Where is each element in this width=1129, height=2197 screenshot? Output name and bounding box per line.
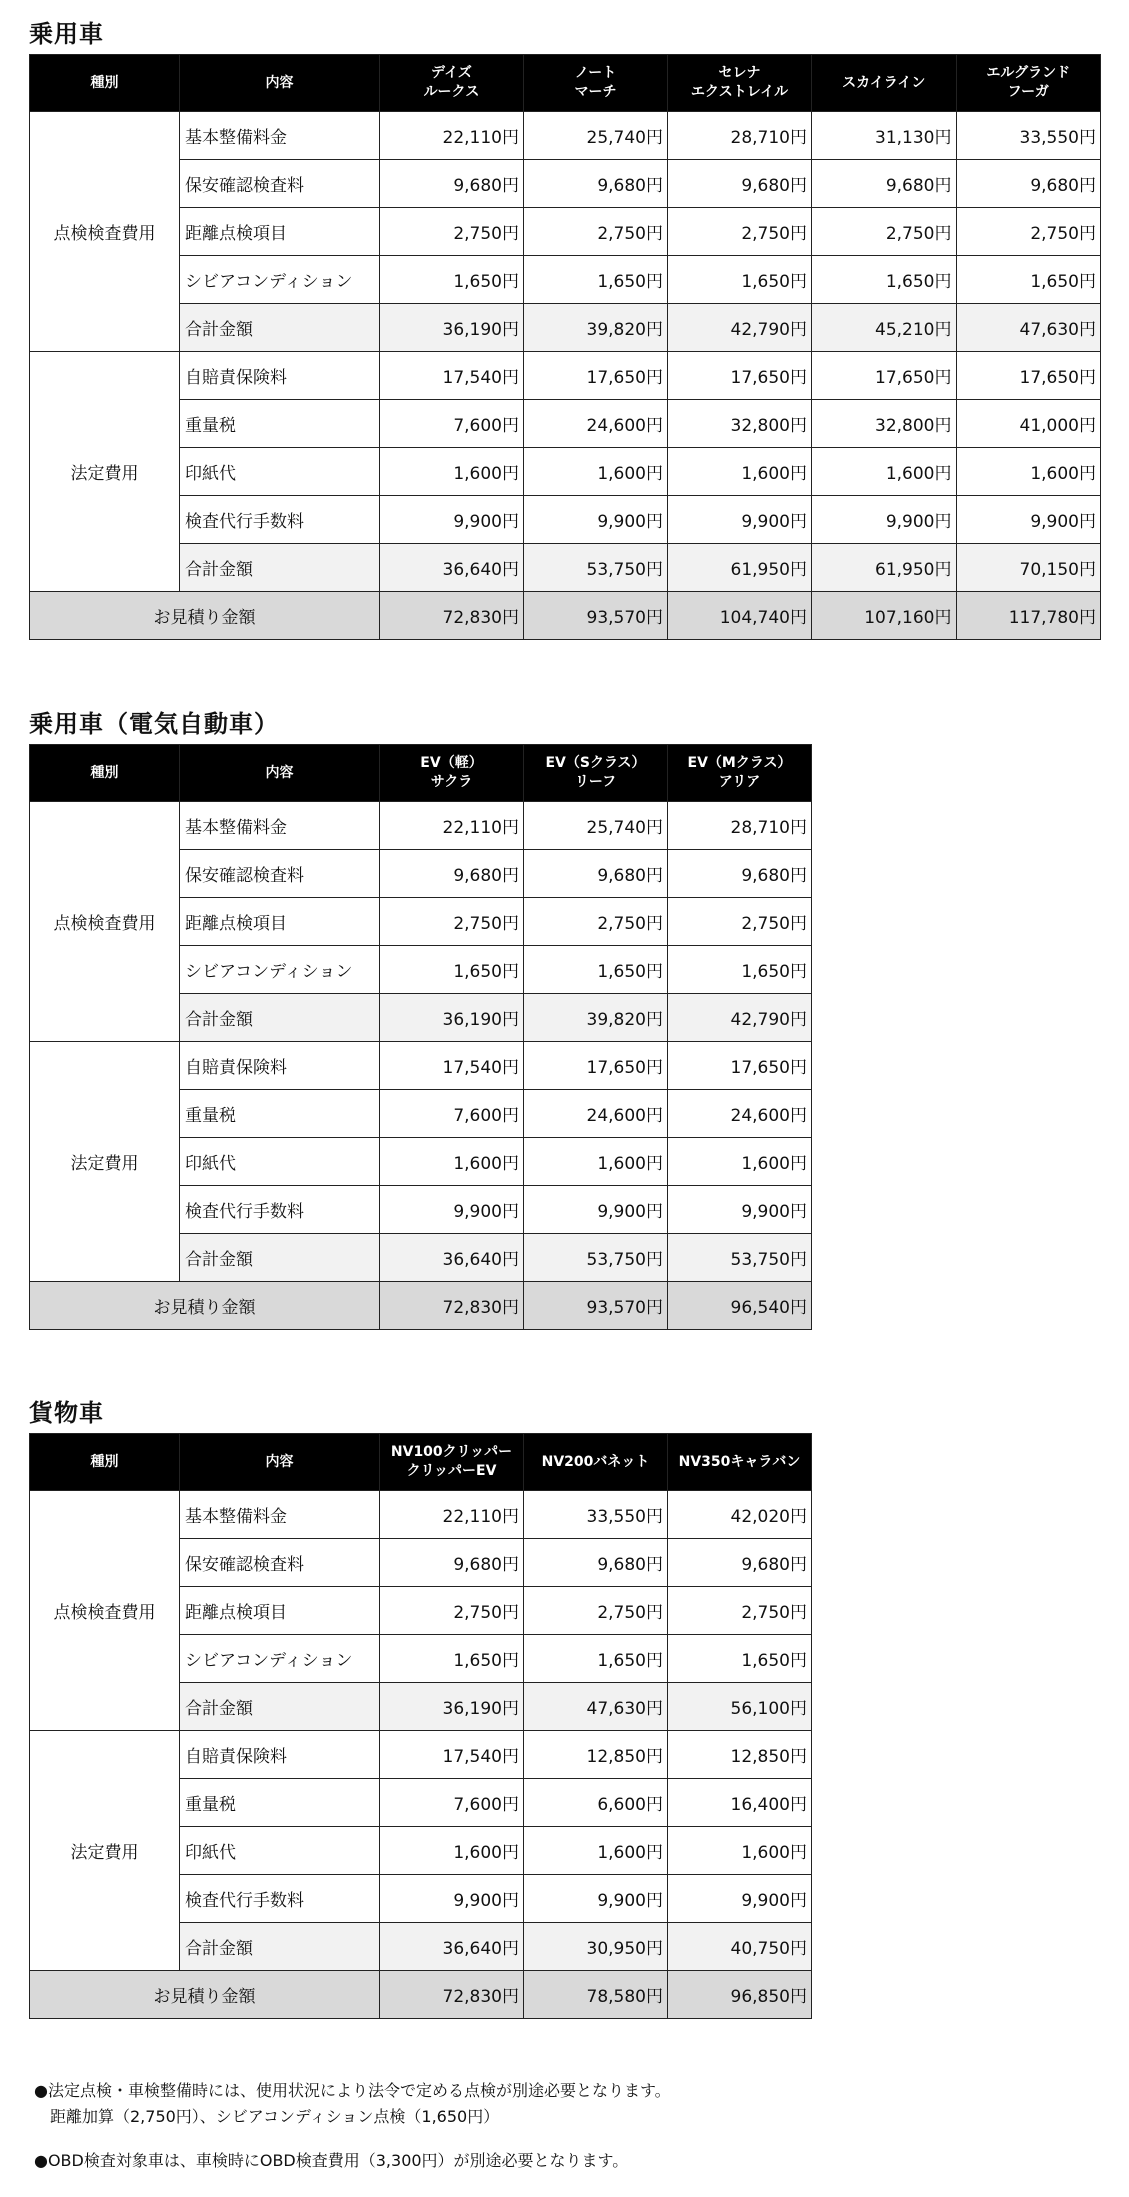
item-label: シビアコンディション [180, 256, 380, 304]
price-cell: 9,680円 [524, 1539, 668, 1587]
table-row [30, 400, 1101, 448]
header-model: EV（Sクラス） リーフ [524, 745, 668, 802]
header-model: NV100クリッパー クリッパーEV [380, 1434, 524, 1491]
item-label: 基本整備料金 [180, 802, 380, 850]
price-cell: 9,900円 [668, 1186, 812, 1234]
price-cell: 47,630円 [956, 304, 1101, 352]
item-label: 距離点検項目 [180, 898, 380, 946]
grand-total-cell: 96,850円 [668, 1971, 812, 2019]
price-cell: 9,680円 [380, 850, 524, 898]
price-cell: 32,800円 [812, 400, 957, 448]
price-cell: 17,540円 [380, 352, 524, 400]
note-1 [34, 2078, 671, 2130]
subtotal-row [30, 544, 1101, 592]
item-label: 印紙代 [180, 448, 380, 496]
item-label: 重量税 [180, 1090, 380, 1138]
price-cell: 9,680円 [524, 850, 668, 898]
header-category: 種別 [30, 55, 180, 112]
item-label: 重量税 [180, 400, 380, 448]
item-label: 保安確認検査料 [180, 1539, 380, 1587]
price-cell: 1,650円 [668, 256, 812, 304]
price-cell: 42,790円 [668, 304, 812, 352]
price-cell: 1,650円 [668, 1635, 812, 1683]
grand-total-cell: 72,830円 [380, 1282, 524, 1330]
price-cell: 36,640円 [380, 1234, 524, 1282]
table-row [30, 802, 812, 850]
price-cell: 1,650円 [524, 256, 668, 304]
price-table [29, 744, 812, 1330]
grand-total-cell: 72,830円 [380, 592, 524, 640]
price-cell: 1,600円 [668, 448, 812, 496]
price-cell: 30,950円 [524, 1923, 668, 1971]
table-row [30, 1042, 812, 1090]
price-cell: 9,680円 [668, 1539, 812, 1587]
price-cell: 9,900円 [956, 496, 1101, 544]
item-label: シビアコンディション [180, 1635, 380, 1683]
price-cell: 24,600円 [668, 1090, 812, 1138]
price-cell: 1,600円 [812, 448, 957, 496]
price-cell: 53,750円 [524, 544, 668, 592]
grand-total-row [30, 592, 1101, 640]
category-label: 点検検査費用 [30, 1491, 180, 1731]
price-cell: 39,820円 [524, 304, 668, 352]
price-cell: 47,630円 [524, 1683, 668, 1731]
price-cell: 17,540円 [380, 1042, 524, 1090]
header-model: EV（Mクラス） アリア [668, 745, 812, 802]
price-cell: 1,600円 [524, 1138, 668, 1186]
category-label: 点検検査費用 [30, 112, 180, 352]
price-cell: 17,650円 [668, 1042, 812, 1090]
price-cell: 36,190円 [380, 994, 524, 1042]
price-cell: 9,900円 [380, 496, 524, 544]
price-cell: 9,900円 [380, 1186, 524, 1234]
grand-total-cell: 96,540円 [668, 1282, 812, 1330]
table-row [30, 1731, 812, 1779]
price-cell: 39,820円 [524, 994, 668, 1042]
grand-total-label: お見積り金額 [30, 592, 380, 640]
price-cell: 1,650円 [524, 1635, 668, 1683]
price-cell: 1,600円 [668, 1827, 812, 1875]
price-cell: 2,750円 [956, 208, 1101, 256]
price-cell: 1,600円 [380, 448, 524, 496]
price-cell: 9,680円 [812, 160, 957, 208]
price-cell: 32,800円 [668, 400, 812, 448]
section-title: 貨物車 [29, 1399, 104, 1427]
price-cell: 9,680円 [956, 160, 1101, 208]
item-label: 検査代行手数料 [180, 1186, 380, 1234]
header-model: NV200バネット [524, 1434, 668, 1491]
price-cell: 9,900円 [524, 1875, 668, 1923]
header-category: 種別 [30, 745, 180, 802]
price-cell: 2,750円 [380, 1587, 524, 1635]
price-cell: 2,750円 [668, 898, 812, 946]
grand-total-cell: 93,570円 [524, 592, 668, 640]
section-title: 乗用車（電気自動車） [29, 710, 279, 738]
header-model: エルグランド フーガ [956, 55, 1101, 112]
price-cell: 25,740円 [524, 802, 668, 850]
item-label: 合計金額 [180, 1683, 380, 1731]
item-label: 距離点検項目 [180, 208, 380, 256]
table-row [30, 496, 1101, 544]
table-row [30, 352, 1101, 400]
item-label: 自賠責保険料 [180, 352, 380, 400]
price-cell: 22,110円 [380, 802, 524, 850]
section-ev [29, 704, 812, 1330]
grand-total-cell: 72,830円 [380, 1971, 524, 2019]
price-cell: 36,190円 [380, 304, 524, 352]
price-cell: 9,900円 [668, 1875, 812, 1923]
item-label: 検査代行手数料 [180, 496, 380, 544]
item-label: 合計金額 [180, 994, 380, 1042]
price-cell: 42,790円 [668, 994, 812, 1042]
price-cell: 9,680円 [380, 1539, 524, 1587]
price-cell: 16,400円 [668, 1779, 812, 1827]
price-cell: 6,600円 [524, 1779, 668, 1827]
item-label: 印紙代 [180, 1138, 380, 1186]
grand-total-row [30, 1282, 812, 1330]
price-cell: 9,900円 [812, 496, 957, 544]
header-model: スカイライン [812, 55, 957, 112]
item-label: シビアコンディション [180, 946, 380, 994]
price-cell: 1,650円 [956, 256, 1101, 304]
price-cell: 33,550円 [524, 1491, 668, 1539]
price-cell: 61,950円 [668, 544, 812, 592]
item-label: 検査代行手数料 [180, 1875, 380, 1923]
item-label: 自賠責保険料 [180, 1042, 380, 1090]
price-cell: 36,190円 [380, 1683, 524, 1731]
note-1-line-1: ●法定点検・車検整備時には、使用状況により法令で定める点検が別途必要となります。 [34, 2081, 671, 2100]
price-cell: 12,850円 [524, 1731, 668, 1779]
price-cell: 1,600円 [380, 1827, 524, 1875]
item-label: 自賠責保険料 [180, 1731, 380, 1779]
price-cell: 2,750円 [524, 1587, 668, 1635]
price-cell: 36,640円 [380, 544, 524, 592]
item-label: 合計金額 [180, 304, 380, 352]
price-cell: 53,750円 [668, 1234, 812, 1282]
price-cell: 7,600円 [380, 1779, 524, 1827]
price-cell: 17,650円 [668, 352, 812, 400]
header-row [30, 1434, 812, 1491]
grand-total-cell: 93,570円 [524, 1282, 668, 1330]
price-cell: 56,100円 [668, 1683, 812, 1731]
price-cell: 1,650円 [380, 946, 524, 994]
price-cell: 2,750円 [380, 208, 524, 256]
price-cell: 17,650円 [524, 1042, 668, 1090]
price-cell: 24,600円 [524, 400, 668, 448]
price-cell: 36,640円 [380, 1923, 524, 1971]
price-cell: 41,000円 [956, 400, 1101, 448]
price-cell: 1,650円 [668, 946, 812, 994]
price-cell: 1,650円 [380, 256, 524, 304]
item-label: 保安確認検査料 [180, 850, 380, 898]
price-cell: 33,550円 [956, 112, 1101, 160]
price-cell: 9,900円 [668, 496, 812, 544]
table-row [30, 112, 1101, 160]
price-cell: 1,650円 [380, 1635, 524, 1683]
table-row [30, 160, 1101, 208]
note-2: ●OBD検査対象車は、車検時にOBD検査費用（3,300円）が別途必要となります。 [34, 2151, 629, 2170]
header-model: セレナ エクストレイル [668, 55, 812, 112]
grand-total-cell: 107,160円 [812, 592, 957, 640]
price-cell: 70,150円 [956, 544, 1101, 592]
header-model: EV（軽） サクラ [380, 745, 524, 802]
price-cell: 2,750円 [812, 208, 957, 256]
price-cell: 9,900円 [524, 1186, 668, 1234]
item-label: 距離点検項目 [180, 1587, 380, 1635]
price-cell: 61,950円 [812, 544, 957, 592]
price-cell: 22,110円 [380, 1491, 524, 1539]
price-cell: 9,680円 [380, 160, 524, 208]
grand-total-cell: 104,740円 [668, 592, 812, 640]
grand-total-cell: 78,580円 [524, 1971, 668, 2019]
category-label: 法定費用 [30, 1731, 180, 1971]
notes [34, 2078, 671, 2174]
price-cell: 12,850円 [668, 1731, 812, 1779]
note-1-line-2: 距離加算（2,750円）、シビアコンディション点検（1,650円） [50, 2107, 500, 2126]
header-row [30, 745, 812, 802]
price-cell: 42,020円 [668, 1491, 812, 1539]
price-cell: 7,600円 [380, 400, 524, 448]
price-cell: 45,210円 [812, 304, 957, 352]
section-title: 乗用車 [29, 20, 104, 48]
price-cell: 9,900円 [380, 1875, 524, 1923]
price-cell: 7,600円 [380, 1090, 524, 1138]
price-cell: 40,750円 [668, 1923, 812, 1971]
header-model: デイズ ルークス [380, 55, 524, 112]
price-cell: 17,650円 [956, 352, 1101, 400]
price-table [29, 54, 1101, 640]
price-cell: 25,740円 [524, 112, 668, 160]
price-cell: 1,650円 [524, 946, 668, 994]
table-row [30, 448, 1101, 496]
header-row [30, 55, 1101, 112]
price-cell: 17,540円 [380, 1731, 524, 1779]
price-cell: 1,600円 [524, 1827, 668, 1875]
price-cell: 17,650円 [812, 352, 957, 400]
price-cell: 2,750円 [524, 208, 668, 256]
section-passenger [29, 14, 1101, 640]
category-label: 法定費用 [30, 352, 180, 592]
price-cell: 28,710円 [668, 802, 812, 850]
table-row [30, 208, 1101, 256]
price-cell: 1,600円 [380, 1138, 524, 1186]
subtotal-row [30, 304, 1101, 352]
price-cell: 2,750円 [380, 898, 524, 946]
item-label: 合計金額 [180, 544, 380, 592]
item-label: 重量税 [180, 1779, 380, 1827]
price-cell: 1,600円 [524, 448, 668, 496]
price-table [29, 1433, 812, 2019]
grand-total-cell: 117,780円 [956, 592, 1101, 640]
price-cell: 1,600円 [668, 1138, 812, 1186]
price-cell: 17,650円 [524, 352, 668, 400]
item-label: 印紙代 [180, 1827, 380, 1875]
price-cell: 1,600円 [956, 448, 1101, 496]
header-category: 種別 [30, 1434, 180, 1491]
price-cell: 53,750円 [524, 1234, 668, 1282]
category-label: 点検検査費用 [30, 802, 180, 1042]
price-cell: 9,680円 [524, 160, 668, 208]
price-cell: 2,750円 [668, 1587, 812, 1635]
category-label: 法定費用 [30, 1042, 180, 1282]
price-cell: 9,680円 [668, 850, 812, 898]
table-row [30, 1491, 812, 1539]
section-cargo [29, 1393, 812, 2019]
grand-total-label: お見積り金額 [30, 1971, 380, 2019]
item-label: 合計金額 [180, 1923, 380, 1971]
grand-total-label: お見積り金額 [30, 1282, 380, 1330]
header-item: 内容 [180, 745, 380, 802]
price-cell: 2,750円 [668, 208, 812, 256]
table-row [30, 256, 1101, 304]
item-label: 基本整備料金 [180, 1491, 380, 1539]
header-model: NV350キャラバン [668, 1434, 812, 1491]
item-label: 合計金額 [180, 1234, 380, 1282]
item-label: 保安確認検査料 [180, 160, 380, 208]
item-label: 基本整備料金 [180, 112, 380, 160]
header-model: ノート マーチ [524, 55, 668, 112]
header-item: 内容 [180, 1434, 380, 1491]
price-cell: 2,750円 [524, 898, 668, 946]
header-item: 内容 [180, 55, 380, 112]
price-cell: 1,650円 [812, 256, 957, 304]
price-cell: 28,710円 [668, 112, 812, 160]
price-cell: 9,900円 [524, 496, 668, 544]
price-cell: 24,600円 [524, 1090, 668, 1138]
price-cell: 22,110円 [380, 112, 524, 160]
price-cell: 31,130円 [812, 112, 957, 160]
price-cell: 9,680円 [668, 160, 812, 208]
grand-total-row [30, 1971, 812, 2019]
